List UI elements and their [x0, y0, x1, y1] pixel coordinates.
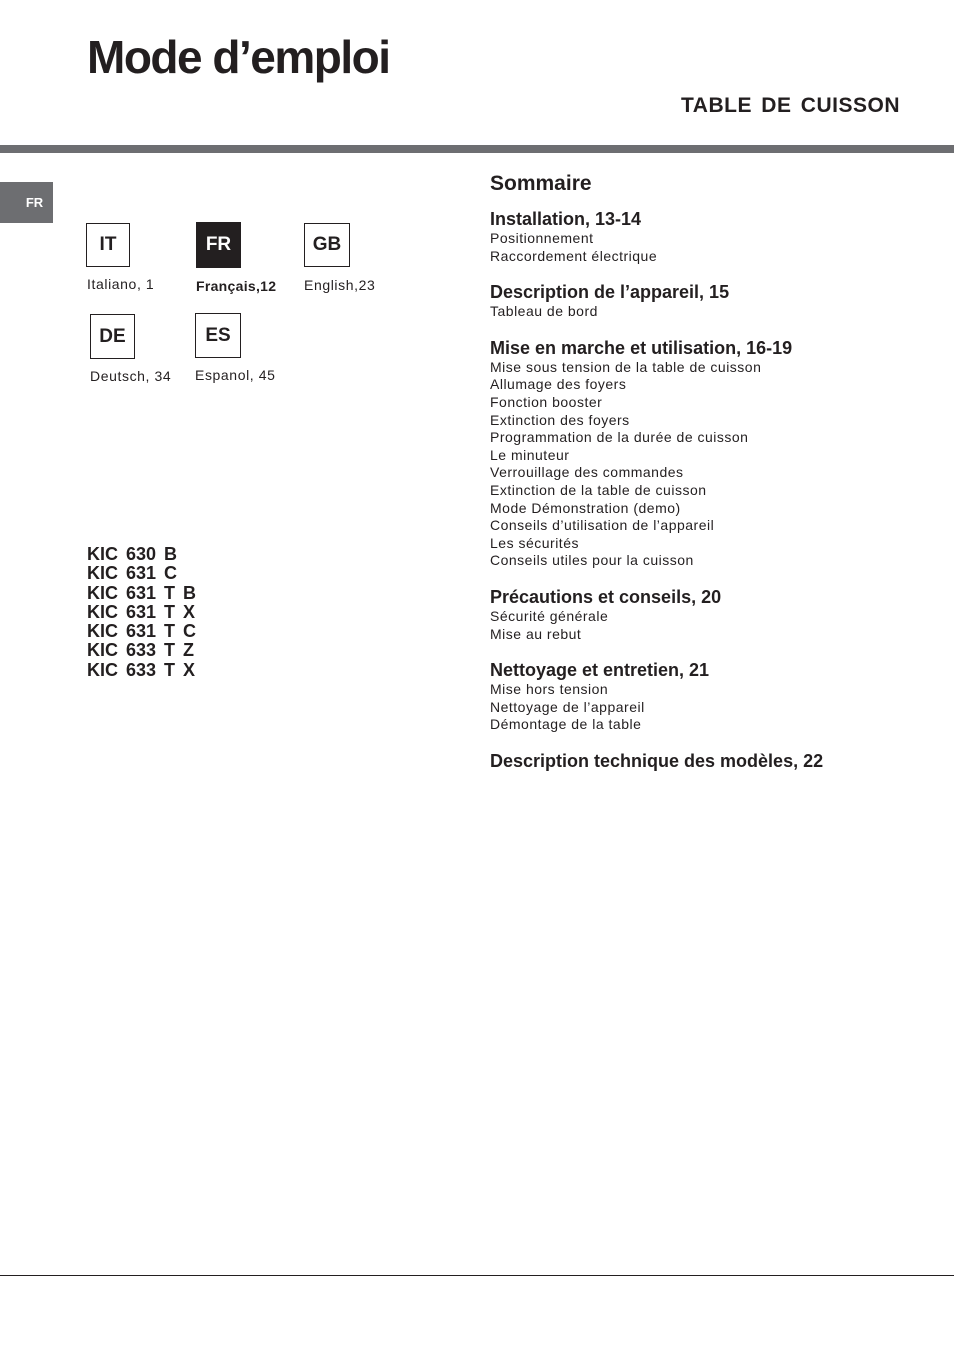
toc-sections [490, 209, 910, 772]
toc-section [490, 338, 910, 570]
model-item: KIC 630 B [87, 544, 178, 564]
toc-section-title[interactable]: Nettoyage et entretien, 21 [490, 660, 710, 681]
lang-box-it[interactable]: IT [86, 223, 130, 267]
lang-caption-es: Espanol, 45 [195, 367, 276, 383]
toc-item[interactable]: Les sécurités [490, 534, 579, 551]
toc-item[interactable]: Conseils utiles pour la cuisson [490, 552, 694, 569]
toc-item[interactable]: Conseils d’utilisation de l’appareil [490, 517, 715, 534]
table-of-contents [490, 172, 910, 789]
lang-caption-it: Italiano, 1 [87, 276, 155, 292]
toc-section [490, 209, 910, 265]
toc-section-title[interactable]: Description technique des modèles, 22 [490, 750, 824, 771]
toc-item[interactable]: Tableau de bord [490, 303, 598, 320]
page-subtitle: TABLE DE CUISSON [681, 94, 900, 117]
toc-section [490, 751, 910, 772]
model-item: KIC 631 T X [87, 601, 196, 622]
toc-item[interactable]: Programmation de la durée de cuisson [490, 429, 749, 446]
lang-caption-gb: English,23 [304, 277, 376, 293]
model-item: KIC 633 T Z [87, 640, 195, 661]
toc-section [490, 587, 910, 643]
toc-item[interactable]: Mise sous tension de la table de cuisson [490, 358, 762, 375]
toc-item[interactable]: Verrouillage des commandes [490, 464, 684, 481]
lang-box-de[interactable]: DE [90, 314, 135, 359]
toc-section [490, 282, 910, 321]
lang-caption-de: Deutsch, 34 [90, 368, 172, 384]
model-list [87, 545, 196, 680]
toc-item[interactable]: Positionnement [490, 230, 594, 246]
toc-section-title[interactable]: Mise en marche et utilisation, 16-19 [490, 337, 793, 358]
toc-item[interactable]: Le minuteur [490, 446, 570, 463]
toc-section-title[interactable]: Précautions et conseils, 20 [490, 586, 722, 607]
page-title: Mode d’emploi [87, 31, 390, 83]
language-side-tab: FR [0, 182, 53, 223]
model-item: KIC 633 T X [87, 659, 196, 680]
toc-section [490, 660, 910, 734]
toc-item[interactable]: Mise au rebut [490, 625, 582, 642]
model-item: KIC 631 C [87, 563, 178, 584]
toc-item[interactable]: Fonction booster [490, 393, 603, 410]
toc-item[interactable]: Nettoyage de l’appareil [490, 698, 645, 715]
footer-divider [0, 1275, 954, 1276]
lang-box-gb[interactable]: GB [304, 223, 350, 267]
toc-item[interactable]: Mise hors tension [490, 681, 609, 698]
toc-item[interactable]: Extinction de la table de cuisson [490, 481, 707, 498]
lang-caption-fr: Français,12 [196, 278, 277, 294]
header-divider [0, 145, 954, 153]
toc-item[interactable]: Raccordement électrique [490, 247, 658, 264]
toc-section-title[interactable]: Description de l’appareil, 15 [490, 282, 730, 303]
toc-item[interactable]: Allumage des foyers [490, 376, 627, 393]
lang-box-fr[interactable]: FR [196, 222, 241, 268]
toc-item[interactable]: Sécurité générale [490, 607, 609, 624]
toc-item[interactable]: Mode Démonstration (demo) [490, 499, 681, 516]
lang-box-es[interactable]: ES [195, 313, 241, 358]
model-item: KIC 631 T B [87, 582, 197, 603]
toc-section-title[interactable]: Installation, 13-14 [490, 209, 642, 229]
toc-item[interactable]: Démontage de la table [490, 716, 642, 733]
model-item: KIC 631 T C [87, 621, 197, 642]
toc-item[interactable]: Extinction des foyers [490, 411, 630, 428]
toc-heading: Sommaire [490, 172, 592, 195]
